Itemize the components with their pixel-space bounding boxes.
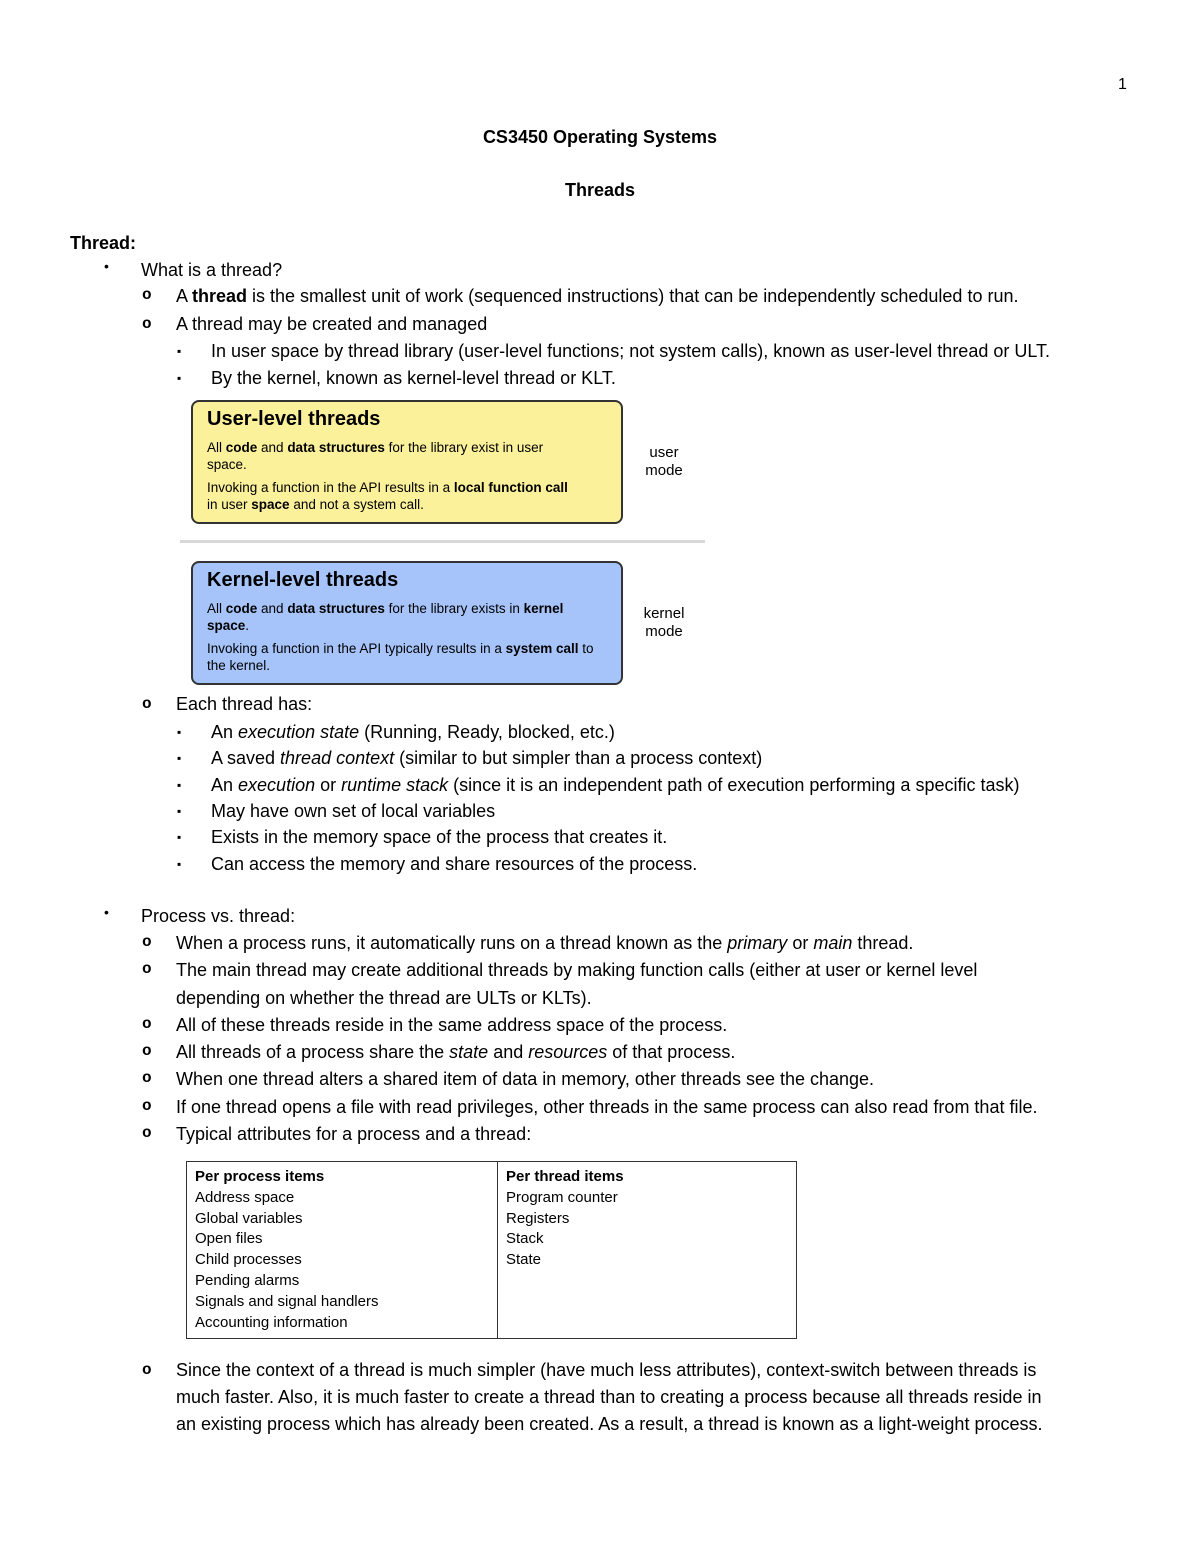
question-process-vs-thread: Process vs. thread: — [141, 906, 296, 926]
process-item: Open files — [195, 1230, 263, 1248]
user-level-threads-box — [191, 400, 623, 524]
same-address-space-text: All of these threads reside in the same address space of the process. — [176, 1015, 728, 1035]
bullet-level2: o — [142, 1042, 152, 1060]
thread-item: Program counter — [506, 1188, 618, 1206]
context-switch-text-1: Since the context of a thread is much simpler (have much less attributes), context-switch between threads is — [176, 1360, 1037, 1380]
question-what-is-thread: What is a thread? — [141, 260, 283, 280]
bullet-level2: o — [142, 695, 152, 713]
bullet-level3: ▪ — [177, 751, 182, 765]
bullet-level3: ▪ — [177, 725, 182, 739]
bullet-level2: o — [142, 286, 152, 304]
thread-item: State — [506, 1251, 542, 1269]
user-box-line: Invoking a function in the API results in a local function call — [207, 480, 568, 495]
has-thread-context: A saved thread context (similar to but simpler than a process context) — [211, 748, 763, 768]
process-items-header: Per process items — [195, 1168, 325, 1185]
context-switch-text-2: much faster. Also, it is much faster to create a thread than to creating a process because all threads reside in — [176, 1387, 1042, 1407]
bullet-level3: ▪ — [177, 804, 182, 818]
process-item: Accounting information — [195, 1313, 348, 1331]
kernel-box-line: Invoking a function in the API typically results in a system call to — [207, 641, 594, 656]
bullet-level2: o — [142, 1069, 152, 1087]
main-thread-creates-text-cont: depending on whether the thread are ULTs or KLTs). — [176, 988, 592, 1008]
bullet-level2: o — [142, 960, 152, 978]
process-item: Global variables — [195, 1209, 303, 1227]
thread-managed-text: A thread may be created and managed — [176, 314, 488, 334]
section-heading: Thread: — [70, 233, 137, 253]
bullet-level2: o — [142, 315, 152, 333]
process-item: Child processes — [195, 1251, 302, 1269]
kernel-box-line: space. — [207, 618, 250, 633]
context-switch-text-3: an existing process which has already been created. As a result, a thread is known as a light-weight process. — [176, 1414, 1043, 1434]
main-thread-creates-text: The main thread may create additional threads by making function calls (either at user or kernel level — [176, 960, 978, 980]
bullet-level3: ▪ — [177, 778, 182, 792]
process-item: Pending alarms — [195, 1271, 300, 1289]
kernel-level-threads-title: Kernel-level threads — [207, 569, 399, 591]
has-local-variables: May have own set of local variables — [211, 801, 496, 821]
process-item: Address space — [195, 1188, 295, 1206]
mode-divider — [180, 540, 705, 543]
bullet-level3: ▪ — [177, 344, 182, 358]
klt-text: By the kernel, known as kernel-level thread or KLT. — [211, 368, 616, 388]
topic-title: Threads — [564, 180, 636, 200]
bullet-level1: • — [104, 904, 109, 920]
kernel-box-line: All code and data structures for the library exists in kernel — [207, 601, 564, 616]
process-items-column — [187, 1162, 498, 1339]
primary-thread-text: When a process runs, it automatically runs on a thread known as the primary or main thread. — [176, 933, 914, 953]
course-title: CS3450 Operating Systems — [482, 127, 718, 147]
thread-items-header: Per thread items — [506, 1168, 624, 1185]
kernel-box-line: the kernel. — [207, 658, 271, 673]
page-number: 1 — [1118, 76, 1127, 93]
bullet-level3: ▪ — [177, 830, 182, 844]
kernel-level-threads-box — [191, 561, 623, 685]
user-box-line: All code and data structures for the library exist in user — [207, 440, 544, 455]
has-runtime-stack: An execution or runtime stack (since it is an independent path of execution performing a specific task) — [211, 775, 1020, 795]
bullet-level3: ▪ — [177, 371, 182, 385]
file-privileges-text: If one thread opens a file with read privileges, other threads in the same process can also read from that file. — [176, 1097, 1038, 1117]
user-mode-label: user mode — [645, 444, 683, 479]
kernel-mode-label: kernel mode — [643, 605, 685, 640]
bullet-level3: ▪ — [177, 857, 182, 871]
ult-text: In user space by thread library (user-level functions; not system calls), known as user-level thread or ULT. — [211, 341, 1051, 361]
bullet-level2: o — [142, 1124, 152, 1142]
has-execution-state: An execution state (Running, Ready, blocked, etc.) — [211, 722, 615, 742]
share-state-text: All threads of a process share the state and resources of that process. — [176, 1042, 736, 1062]
thread-item: Registers — [506, 1209, 570, 1227]
user-level-threads-title: User-level threads — [207, 408, 381, 430]
exists-in-memory: Exists in the memory space of the process that creates it. — [211, 827, 668, 847]
user-box-line: space. — [207, 457, 247, 472]
bullet-level2: o — [142, 933, 152, 951]
thread-definition: A thread is the smallest unit of work (sequenced instructions) that can be independently scheduled to run. — [176, 286, 1019, 306]
bullet-level2: o — [142, 1015, 152, 1033]
can-access-memory: Can access the memory and share resources of the process. — [211, 854, 698, 874]
bullet-level1: • — [104, 258, 109, 274]
process-item: Signals and signal handlers — [195, 1292, 379, 1310]
attributes-table — [186, 1161, 797, 1339]
alter-shared-data-text: When one thread alters a shared item of data in memory, other threads see the change. — [176, 1069, 875, 1089]
thread-items-column — [498, 1162, 797, 1339]
thread-item: Stack — [506, 1230, 544, 1248]
bullet-level2: o — [142, 1361, 152, 1379]
user-box-line: in user space and not a system call. — [207, 497, 424, 512]
each-thread-has: Each thread has: — [176, 694, 313, 714]
typical-attributes-text: Typical attributes for a process and a thread: — [176, 1124, 532, 1144]
bullet-level2: o — [142, 1097, 152, 1115]
